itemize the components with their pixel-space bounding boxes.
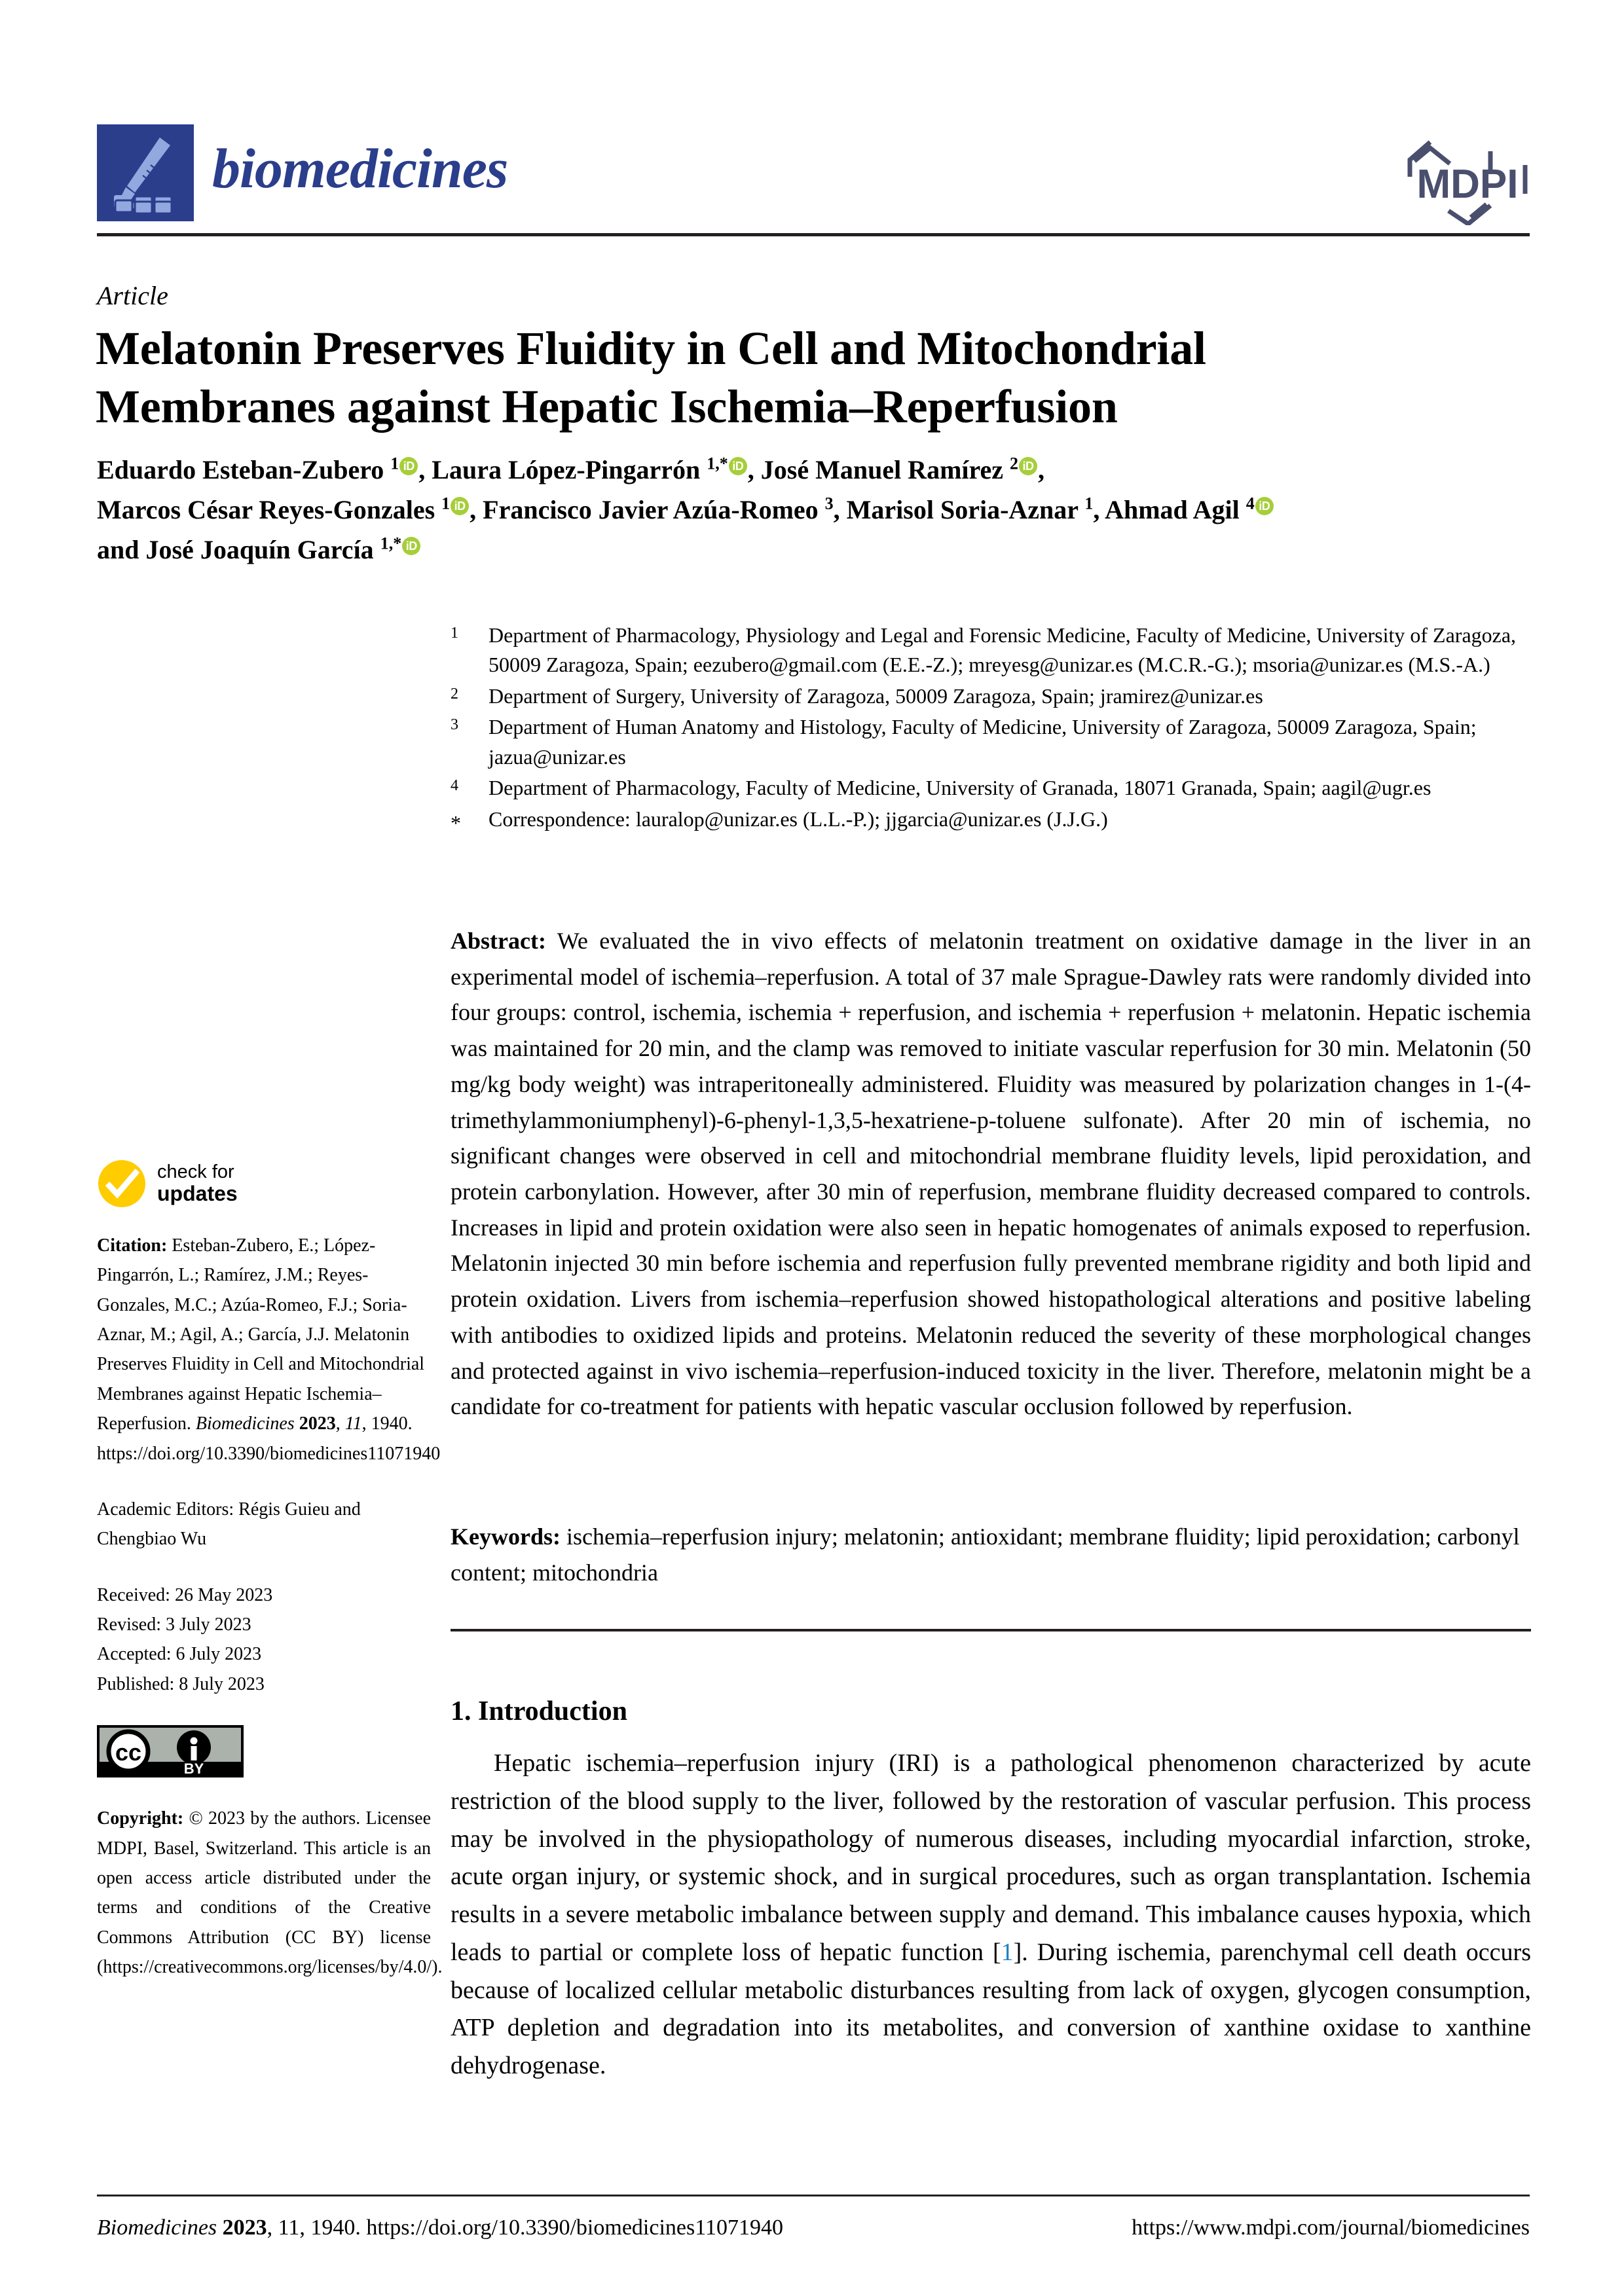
author-line-1 [97, 450, 1531, 490]
author-line-3 [97, 530, 1531, 570]
svg-text:BY: BY [183, 1760, 204, 1777]
title-line-1: Melatonin Preserves Fluidity in Cell and Mitochondrial [96, 322, 1206, 374]
page-footer [97, 2215, 1530, 2240]
date-received: Received: 26 May 2023 [97, 1584, 273, 1605]
orcid-icon[interactable]: iD [1019, 457, 1037, 475]
citation-pages: , 1940. [361, 1413, 413, 1434]
footer-divider [97, 2195, 1530, 2196]
academic-editors: Academic Editors: Régis Guieu and Chengbiao Wu [97, 1499, 361, 1550]
orcid-icon[interactable]: iD [402, 537, 420, 555]
article-type-label: Article [97, 281, 168, 310]
abstract-text: We evaluated the in vivo effects of melatonin treatment on oxidative damage in the liver in an experimental model of ischemia–reperfusion. A total of 37 male Sprague-Dawley rats were randomly divided into four groups: control, ischemia, ischemia + reperfusion, and ischemia + reperfusion + melatonin. Hepatic ischemia was maintained for 20 min, and the clamp was removed to initiate vascular reperfusion for 30 min. Melatonin (50 mg/kg body weight) was intraperitoneally administered. Fluidity was measured by polarization changes in 1-(4-trimethylammoniumphenyl)-6-phenyl-1,3,5-hexatriene-p-toluene sulfonate). After 20 min of ischemia, no significant changes were observed in cell and mitochondrial membrane fluidity levels, lipid peroxidation, and protein carbonylation. However, after 30 min of reperfusion, membrane fluidity decreased compared to controls. Increases in lipid and protein oxidation were also seen in hepatic homogenates of animals exposed to reperfusion. Melatonin injected 30 min before ischemia and reperfusion fully prevented membrane rigidity and both lipid and protein oxidation. Livers from ischemia–reperfusion showed histopathological alterations and positive labeling with antibodies to oxidized lipids and proteins. Melatonin reduced the severity of these morphological changes and protected against in vivo ischemia–reperfusion-induced toxicity in the liver. Therefore, melatonin might be a candidate for co-treatment for patients with hepatic vascular occlusion followed by reperfusion. [451, 928, 1531, 1420]
page-title [96, 319, 1412, 435]
citation-authors: Esteban-Zubero, E.; López-Pingarrón, L.; Ramírez, J.M.; Reyes-Gonzales, M.C.; Azúa-Romeo, F.J.; Soria-Aznar, M.; Agil, A.; García, J.J. Melatonin Preserves Fluidity in Cell and Mitochondrial Membranes against Hepatic Ischemia–Reperfusion. [97, 1235, 425, 1434]
author-affiliation-marker: 3 [824, 494, 834, 513]
journal-title: biomedicines [212, 137, 508, 200]
check-mark-icon [97, 1159, 147, 1209]
affiliation-text: Department of Human Anatomy and Histology, Faculty of Medicine, University of Zaragoza, 50009 Zaragoza, Spain; jazua@unizar.es [489, 715, 1477, 769]
biomedicines-logo-icon [97, 124, 194, 221]
affiliation-marker: 3 [451, 716, 458, 734]
svg-text:cc: cc [115, 1739, 142, 1766]
intro-text-part-2: ]. During ischemia, parenchymal cell death occurs because of localized cellular metabolic disturbances resulting from lack of oxygen, glycogen consumption, ATP depletion and degradation into its metabolites, and conversion of xanthine oxidase to xanthine dehydrogenase. [451, 1938, 1531, 2079]
copyright-label: Copyright: [97, 1808, 184, 1829]
date-accepted: Accepted: 6 July 2023 [97, 1644, 262, 1665]
title-line-2: Membranes against Hepatic Ischemia–Reperfusion [96, 380, 1118, 433]
creative-commons-badge-icon[interactable] [97, 1725, 431, 1787]
keywords-label: Keywords: [451, 1523, 561, 1550]
orcid-icon[interactable]: iD [399, 457, 418, 475]
author-affiliation-marker: 1 [441, 494, 451, 513]
intro-text-part-1: Hepatic ischemia–reperfusion injury (IRI) is a pathological phenomenon characterized by acute restriction of the blood supply to the liver, followed by the restoration of vascular perfusion. This process may be involved in the physiopathology of numerous diseases, including myocardial infarction, stroke, acute organ injury, or systemic shock, and in surgical procedures, such as organ transplantation. Ischemia results in a severe metabolic imbalance between supply and demand. This imbalance causes hypoxia, which leads to partial or complete loss of hepatic function [ [451, 1749, 1531, 1966]
introduction-heading: 1. Introduction [451, 1696, 627, 1726]
author-name: Eduardo Esteban-Zubero [97, 455, 391, 484]
author-separator: , [1038, 455, 1045, 484]
affiliation-marker: 1 [451, 625, 458, 642]
date-revised: Revised: 3 July 2023 [97, 1614, 251, 1635]
date-published: Published: 8 July 2023 [97, 1673, 265, 1694]
citation-year: 2023 [299, 1413, 336, 1434]
affiliation-text: Department of Pharmacology, Physiology and Legal and Forensic Medicine, Faculty of Medicine, University of Zaragoza, 50009 Zaragoza, Spain; eezubero@gmail.com (E.E.-Z.); mreyesg@unizar.es (M.C.R.-G.); msoria@unizar.es (M.S.-A.) [489, 623, 1517, 677]
journal-branding [97, 124, 507, 221]
author-name: and José Joaquín García [97, 534, 380, 564]
check-updates-line-2: updates [157, 1182, 238, 1206]
author-affiliation-marker: 4 [1246, 494, 1255, 513]
mdpi-logo-icon [1405, 134, 1530, 225]
copyright-text: © 2023 by the authors. Licensee MDPI, Basel, Switzerland. This article is an open access article distributed under the terms and conditions of the Creative Commons Attribution (CC BY) license (https://creativecommons.org/licenses/by/4.0/). [97, 1808, 443, 1978]
author-affiliation-marker: 1,* [380, 534, 402, 553]
citation-doi-link[interactable]: https://doi.org/10.3390/biomedicines11071940 [97, 1443, 441, 1464]
correspondence-marker: * [451, 811, 461, 835]
metadata-sidebar [97, 1159, 443, 2009]
page-header [97, 124, 1530, 236]
author-name: , Francisco Javier Azúa-Romeo [470, 494, 825, 524]
author-affiliation-marker: 2 [1010, 454, 1019, 473]
citation-block: Citation: Esteban-Zubero, E.; López-Pingarrón, L.; Ramírez, J.M.; Reyes-Gonzales, M.C.; Azúa-Romeo, F.J.; Soria-Aznar, M.; Agil, A.; García, J.J. Melatonin Preserves Fluidity in Cell and Mitochondrial Membranes against Hepatic Ischemia–Reperfusion. Biomedicines 2023, 11, 1940. https://doi.org/10.3390/biomedicines11071940 [97, 1235, 441, 1464]
correspondence-text: Correspondence: lauralop@unizar.es (L.L.-P.); jjgarcia@unizar.es (J.J.G.) [489, 807, 1108, 831]
keywords-section [451, 1519, 1531, 1590]
affiliation-item [451, 621, 1531, 680]
footer-citation [97, 2215, 783, 2240]
header-divider [97, 233, 1530, 236]
author-affiliation-marker: 1,* [707, 454, 728, 473]
author-list [97, 450, 1531, 570]
abstract-label: Abstract: [451, 928, 546, 954]
keywords-text: ischemia–reperfusion injury; melatonin; antioxidant; membrane fluidity; lipid peroxidation; carbonyl content; mitochondria [451, 1523, 1520, 1586]
introduction-paragraph [451, 1745, 1531, 2085]
orcid-icon[interactable]: iD [451, 497, 469, 515]
reference-link-1[interactable]: 1 [1001, 1938, 1014, 1966]
copyright-block [97, 1804, 443, 1982]
publication-dates [97, 1580, 431, 1699]
section-divider [451, 1629, 1531, 1631]
footer-journal: Biomedicines [97, 2215, 217, 2240]
author-affiliation-marker: 1 [390, 454, 399, 473]
check-for-updates-badge[interactable] [97, 1159, 431, 1209]
affiliation-text: Department of Surgery, University of Zaragoza, 50009 Zaragoza, Spain; jramirez@unizar.es [489, 683, 1263, 708]
author-name: , Ahmad Agil [1093, 494, 1246, 524]
footer-year: 2023 [222, 2215, 267, 2240]
orcid-icon[interactable]: iD [1255, 497, 1274, 515]
author-line-2 [97, 490, 1531, 530]
footer-citation-rest: , 11, 1940. https://doi.org/10.3390/biomedicines11071940 [267, 2215, 783, 2240]
orcid-icon[interactable]: iD [729, 457, 747, 475]
author-name: , Marisol Soria-Aznar [833, 494, 1085, 524]
affiliation-item [451, 712, 1531, 772]
author-name: Marcos César Reyes-Gonzales [97, 494, 442, 524]
citation-journal: Biomedicines [195, 1413, 295, 1434]
affiliation-marker: 2 [451, 685, 458, 702]
affiliation-item [451, 682, 1531, 711]
affiliation-marker: 4 [451, 777, 458, 795]
footer-journal-url[interactable]: https://www.mdpi.com/journal/biomedicines [1132, 2215, 1530, 2240]
affiliation-text: Department of Pharmacology, Faculty of Medicine, University of Granada, 18071 Granada, Spain; aagil@ugr.es [489, 776, 1431, 800]
abstract-section [451, 923, 1531, 1425]
citation-label: Citation: [97, 1235, 168, 1256]
author-name: , José Manuel Ramírez [747, 455, 1010, 484]
check-updates-line-1: check for [157, 1161, 234, 1182]
author-name: , Laura López-Pingarrón [418, 455, 707, 484]
check-updates-label [157, 1161, 238, 1206]
svg-text:MDPI: MDPI [1416, 162, 1519, 207]
author-affiliation-marker: 1 [1084, 494, 1094, 513]
affiliation-item [451, 773, 1531, 803]
affiliation-list [451, 621, 1531, 839]
citation-volume: 11 [344, 1413, 362, 1434]
correspondence-item [451, 805, 1531, 838]
